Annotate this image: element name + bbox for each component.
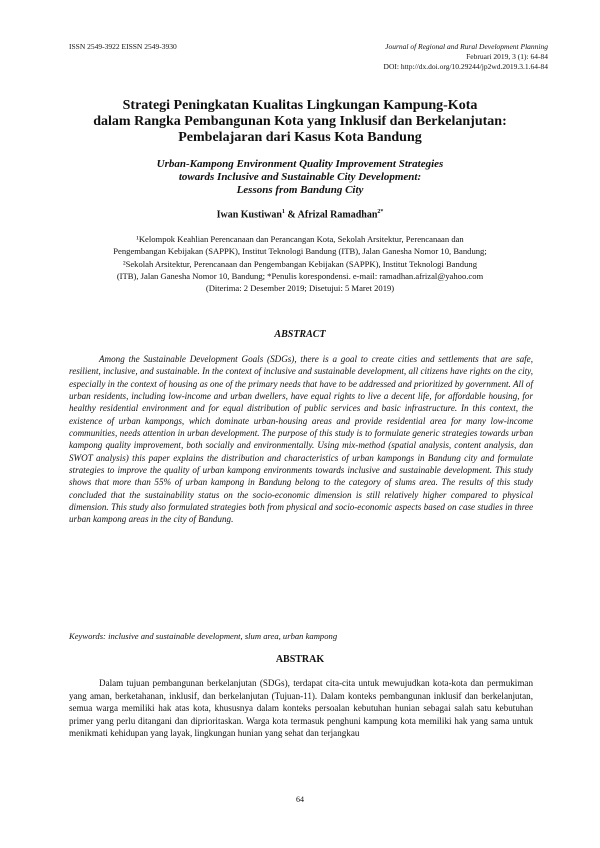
- author-name: Afrizal Ramadhan: [297, 209, 378, 221]
- title-line: Strategi Peningkatan Kualitas Lingkungan Kampung-Kota: [122, 98, 478, 113]
- page-number: 64: [296, 795, 304, 804]
- affiliations: [66, 233, 534, 294]
- abstract-heading: ABSTRACT: [274, 329, 326, 340]
- author-connector: &: [284, 209, 298, 221]
- journal-issue: Februari 2019, 3 (1): 64-84: [466, 52, 548, 61]
- authors: [60, 209, 540, 220]
- subtitle-line: Urban-Kampong Environment Quality Improvement Strategies: [156, 158, 444, 170]
- journal-info: [384, 42, 548, 72]
- affiliation-line: ²Sekolah Arsitektur, Perencanaan dan Pengembangan Kebijakan (SAPPK), Institut Teknologi Bandung: [123, 258, 477, 269]
- affiliation-line: Pengembangan Kebijakan (SAPPK), Institut Teknologi Bandung (ITB), Jalan Ganesha Nomor 10, Bandung;: [113, 246, 487, 257]
- journal-name: Journal of Regional and Rural Development Planning: [385, 42, 548, 51]
- issn: ISSN 2549-3922 EISSN 2549-3930: [69, 42, 177, 51]
- subtitle-line: towards Inclusive and Sustainable City Development:: [178, 171, 422, 183]
- title-line: Pembelajaran dari Kasus Kota Bandung: [178, 130, 422, 145]
- affiliation-line: ¹Kelompok Keahlian Perencanaan dan Perancangan Kota, Sekolah Arsitektur, Perencanaan dan: [136, 234, 464, 244]
- received-date: (Diterima: 2 Desember 2019; Disetujui: 5 Maret 2019): [205, 283, 395, 294]
- paper-title: [60, 98, 540, 146]
- author-name: Iwan Kustiwan: [216, 209, 282, 221]
- paper-subtitle: [60, 158, 540, 197]
- abstract-body: Among the Sustainable Development Goals (SDGs), there is a goal to create cities and settlements that are safe, resilient, inclusive, and sustainable. In the context of inclusive and sustainable development, all citizens have rights on the city, especially in the context of housing as one of the primary needs that have to be addressed and prioritized by government. All of urban residents, including low-income and urban dwellers, have equal rights to live a decent life, for affordable housing, for healthy residential environment and for equal distribution of public services and basic infrastructure. In this context, the existence of urban kampongs, which dominate urban-housing areas and provide residential area for many low-income communities, needs attention in urban development. The purpose of this study is to formulate generic strategies towards urban kampong quality improvement, both socially and environmentally. Using mix-method (spatial analysis, content analysis, dan SWOT analysis) this paper explains the distribution and characteristics of urban kampongs in Bandung city and formulate strategies to improve the quality of urban kampong environments towards inclusive and sustainable development. This study shows that more than 55% of urban kampong in Bandung belong to the category of slums area. The results of this study concluded that the sustainability status on the socio-economic dimension is still relatively higher compared to physical dimension. This study also formulated strategies both from physical and socio-economic aspects based on case studies in three urban kampong areas in the city of Bandung.: [69, 354, 533, 525]
- keywords: Keywords: inclusive and sustainable development, slum area, urban kampong: [69, 631, 338, 641]
- abstrak-body: Dalam tujuan pembangunan berkelanjutan (SDGs), terdapat cita-cita untuk mewujudkan kota-kota dan permukiman yang aman, berketahanan, inklusif, dan berkelanjutan (Tujuan-11). Dalam konteks pembangunan inklusif dan berkelanjutan, semua warga memiliki hak atas kota, khususnya dalam konteks persoalan kebutuhan hunian sebagai salah satu kebutuhan primer yang perlu ditangani dan diprioritaskan. Warga kota termasuk penghuni kampung kota memiliki hak yang sama untuk menikmati kehidupan yang layak, lingkungan hunian yang sehat dan terjangkau: [69, 678, 533, 739]
- author-superscript: 1: [281, 209, 285, 215]
- author-superscript: 2*: [377, 209, 384, 215]
- affiliation-line: (ITB), Jalan Ganesha Nomor 10, Bandung; *Penulis korespondensi. e-mail: ramadhan.afrizal@yahoo.com: [116, 270, 484, 281]
- subtitle-line: Lessons from Bandung City: [236, 184, 364, 196]
- doi-link[interactable]: DOI: http://dx.doi.org/10.29244/jp2wd.2019.3.1.64-84: [383, 62, 548, 71]
- abstrak-heading: ABSTRAK: [275, 654, 325, 665]
- title-line: dalam Rangka Pembangunan Kota yang Inklusif dan Berkelanjutan:: [93, 114, 507, 129]
